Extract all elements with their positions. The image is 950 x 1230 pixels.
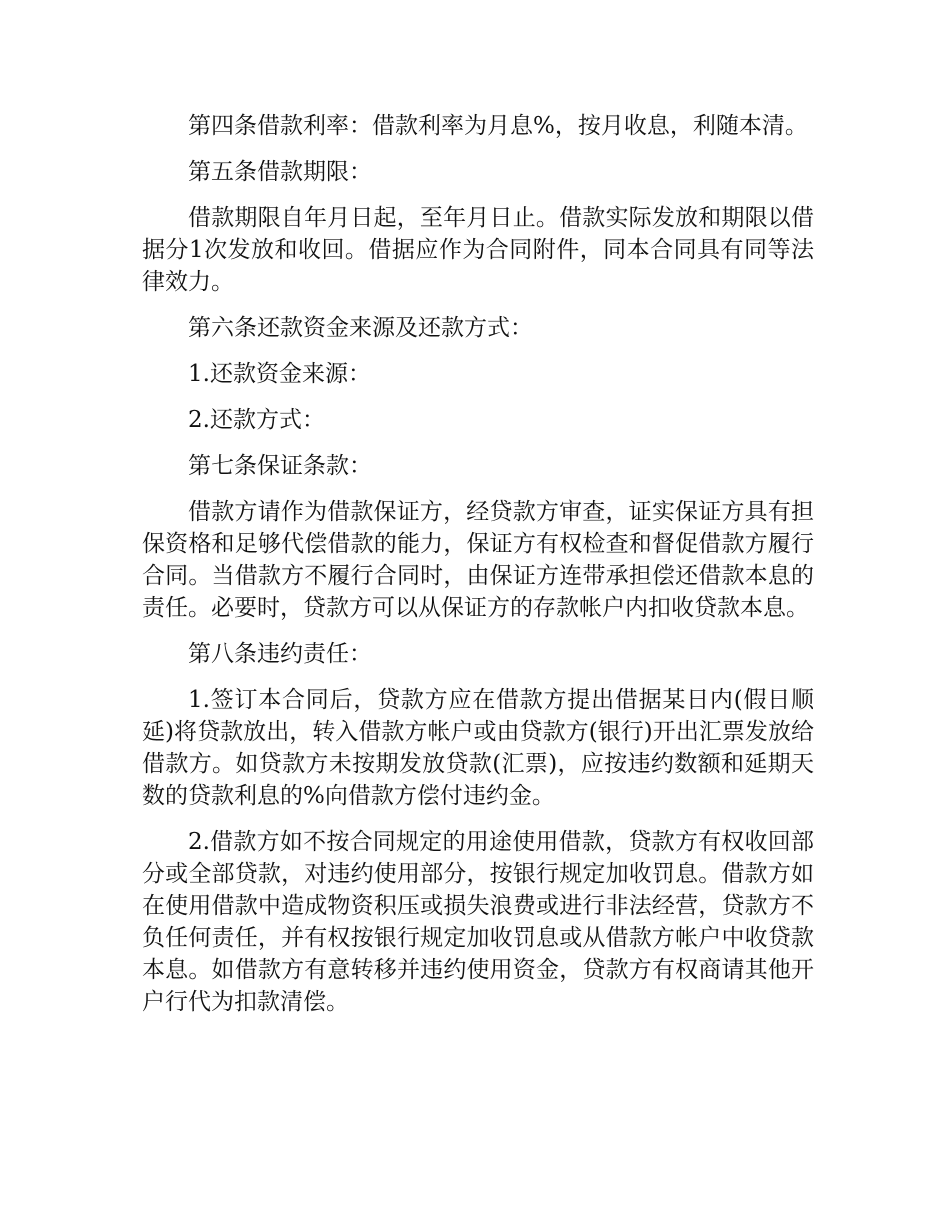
clause-8-item-2: 2.借款方如不按合同规定的用途使用借款，贷款方有权收回部分或全部贷款，对违约使用部分，按银行规定加收罚息。借款方如在使用借款中造成物资积压或损失浪费或进行非法经营，贷款方不负任何责任，并有权按银行规定加收罚息或从借款方帐户中收贷款本息。如借款方有意转移并违约使用资金，贷款方有权商请其他开户行代为扣款清偿。	[142, 829, 814, 1015]
clause-7-guarantee-text: 借款方请作为借款保证方，经贷款方审查，证实保证方具有担保资格和足够代偿借款的能力，保证方有权检查和督促借款方履行合同。当借款方不履行合同时，由保证方连带承担偿还借款本息的责任。必要时，贷款方可以从保证方的存款帐户内扣收贷款本息。	[142, 499, 814, 621]
document-page	[142, 110, 814, 1032]
clause-6-heading: 第六条还款资金来源及还款方式：	[188, 315, 533, 341]
clause-8-item-1: 1.签订本合同后，贷款方应在借款方提出借据某日内(假日顺延)将贷款放出，转入借款方帐户或由贷款方(银行)开出汇票发放给借款方。如贷款方未按期发放贷款(汇票)，应按违约数额和延期天数的贷款利息的%向借款方偿付违约金。	[142, 687, 814, 809]
clause-4-interest-rate: 第四条借款利率：借款利率为月息%，按月收息，利随本清。	[188, 113, 808, 139]
clause-6-item-2: 2.还款方式：	[188, 407, 325, 433]
clause-5-heading: 第五条借款期限：	[188, 159, 372, 185]
clause-8-heading: 第八条违约责任：	[188, 641, 372, 667]
clause-7-heading: 第七条保证条款：	[188, 453, 372, 479]
clause-5-term-text: 借款期限自年月日起，至年月日止。借款实际发放和期限以借据分1次发放和收回。借据应作为合同附件，同本合同具有同等法律效力。	[142, 205, 814, 295]
clause-6-item-1: 1.还款资金来源：	[188, 361, 371, 387]
